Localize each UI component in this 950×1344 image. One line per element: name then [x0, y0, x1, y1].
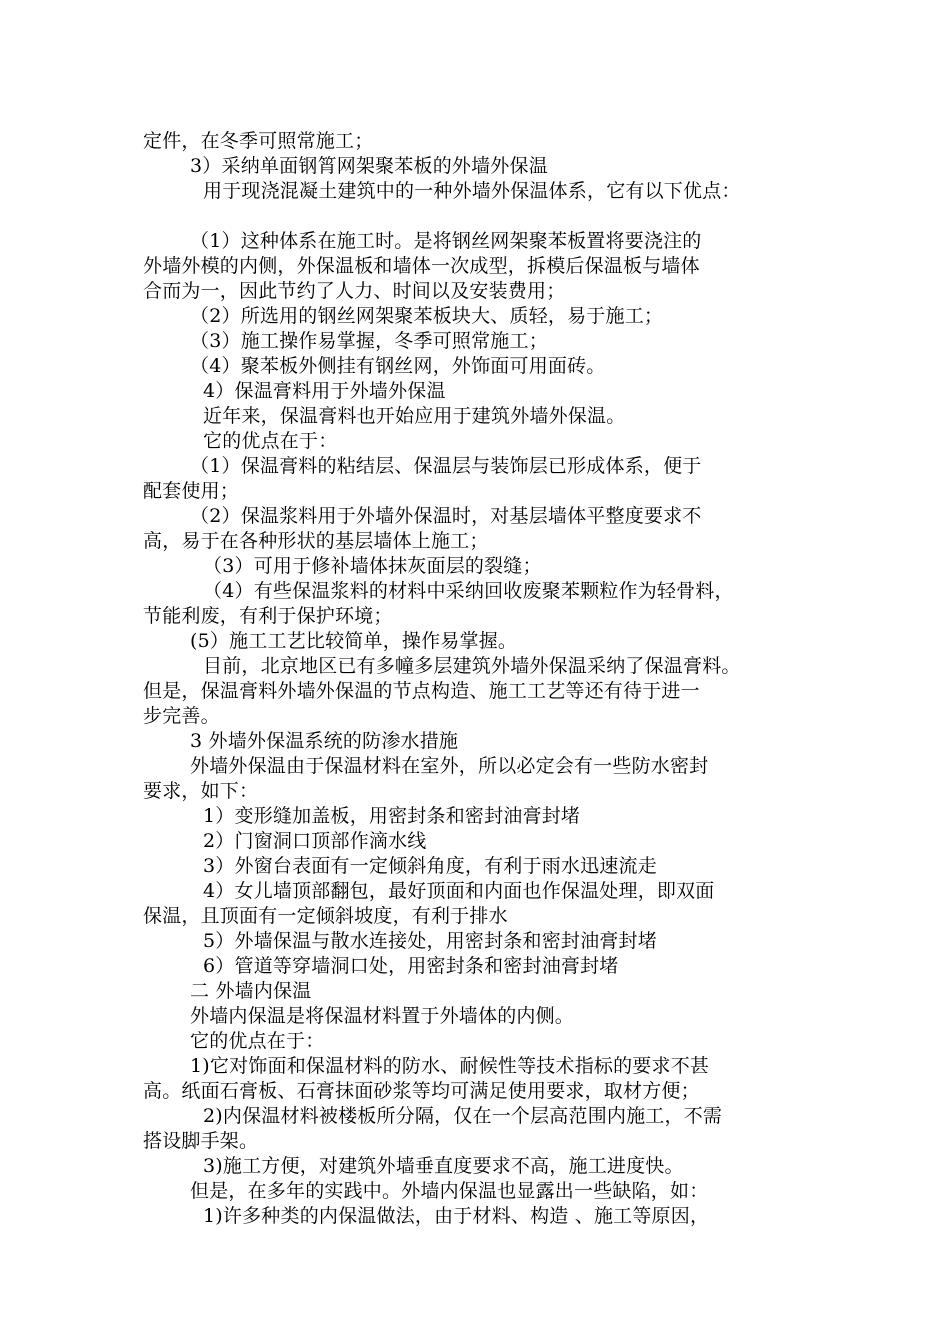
text-line: 它的优点在于： — [203, 430, 338, 452]
list-item: （2）所选用的钢丝网架聚苯板块大、质轻，易于施工； — [190, 305, 664, 327]
text-line: 高，易于在各种形状的基层墙体上施工； — [143, 530, 489, 552]
list-item: 2)内保温材料被楼板所分隔，仅在一个层高范围内施工，不需 — [203, 1105, 723, 1127]
list-item: 6）管道等穿墙洞口处，用密封条和密封油膏封堵 — [203, 955, 619, 977]
section-heading: 3）采纳单面钢筲网架聚苯板的外墙外保温 — [190, 155, 548, 177]
list-item: （2）保温浆料用于外墙外保温时，对基层墙体平整度要求不 — [190, 505, 702, 527]
list-item: 5）外墙保温与散水连接处，用密封条和密封油膏封堵 — [203, 930, 657, 952]
text-line: 但是，保温膏料外墙外保温的节点构造、施工工艺等还有待于进一 — [143, 680, 700, 702]
text-line: 合而为一，因此节约了人力、时间以及安装费用； — [143, 280, 566, 302]
text-line: 近年来，保温膏料也开始应用于建筑外墙外保温。 — [203, 405, 626, 427]
list-item: （4）有些保温浆料的材料中采纳回收废聚苯颗粒作为轻骨料， — [203, 580, 734, 602]
text-line: 外墙外保温由于保温材料在室外，所以必定会有一些防水密封 — [190, 755, 709, 777]
list-item: 3)施工方便，对建筑外墙垂直度要求不高，施工进度快。 — [203, 1155, 684, 1177]
text-line: 用于现浇混凝土建筑中的一种外墙外保温体系，它有以下优点： — [203, 180, 741, 202]
list-item: （1）这种体系在施工时。是将钢丝网架聚苯板置将要浇注的 — [190, 230, 702, 252]
text-line: 步完善。 — [143, 705, 220, 727]
text-line: 节能利废，有利于保护环境； — [143, 605, 393, 627]
text-line: 要求，如下： — [143, 780, 259, 802]
list-item: （1）保温膏料的粘结层、保温层与装饰层已形成体系，便于 — [190, 455, 702, 477]
list-item: （4）聚苯板外侧挂有钢丝网，外饰面可用面砖。 — [190, 355, 606, 377]
list-item: （3）施工操作易掌握，冬季可照常施工； — [190, 330, 548, 352]
list-item: 1)它对饰面和保温材料的防水、耐候性等技术指标的要求不甚 — [190, 1055, 710, 1077]
section-heading: 4）保温膏料用于外墙外保温 — [203, 380, 446, 402]
section-heading: 3 外墙外保温系统的防渗水措施 — [190, 730, 459, 752]
text-line: 高。纸面石膏板、石膏抹面砂浆等均可满足使用要求，取材方便； — [143, 1080, 700, 1102]
list-item: 1)许多种类的内保温做法，由于材料、构造 、施工等原因， — [203, 1205, 710, 1227]
text-line: 目前，北京地区已有多幢多层建筑外墙外保温采纳了保温膏料。 — [203, 655, 741, 677]
text-line: 定件，在冬季可照常施工； — [143, 130, 374, 152]
list-item: (5）施工工艺比较简单，操作易掌握。 — [190, 630, 518, 652]
list-item: 1）变形缝加盖板，用密封条和密封油膏封堵 — [203, 805, 581, 827]
section-heading: 二 外墙内保温 — [190, 980, 312, 1002]
list-item: 3）外窗台表面有一定倾斜角度，有利于雨水迅速流走 — [203, 855, 657, 877]
text-line: 保温，且顶面有一定倾斜坡度，有利于排水 — [143, 905, 508, 927]
text-line: 搭设脚手架。 — [143, 1130, 259, 1152]
list-item: 4）女儿墙顶部翻包，最好顶面和内面也作保温处理，即双面 — [203, 880, 715, 902]
text-line: 但是，在多年的实践中。外墙内保温也显露出一些缺陷，如： — [190, 1180, 709, 1202]
list-item: （3）可用于修补墙体抹灰面层的裂缝； — [203, 555, 542, 577]
text-line: 它的优点在于： — [190, 1030, 325, 1052]
text-line: 外墙外模的内侧，外保温板和墙体一次成型，拆模后保温板与墙体 — [143, 255, 700, 277]
list-item: 2）门窗洞口顶部作滴水线 — [203, 830, 427, 852]
text-line: 外墙内保温是将保温材料置于外墙体的内侧。 — [190, 1005, 575, 1027]
text-line: 配套使用； — [143, 480, 240, 502]
